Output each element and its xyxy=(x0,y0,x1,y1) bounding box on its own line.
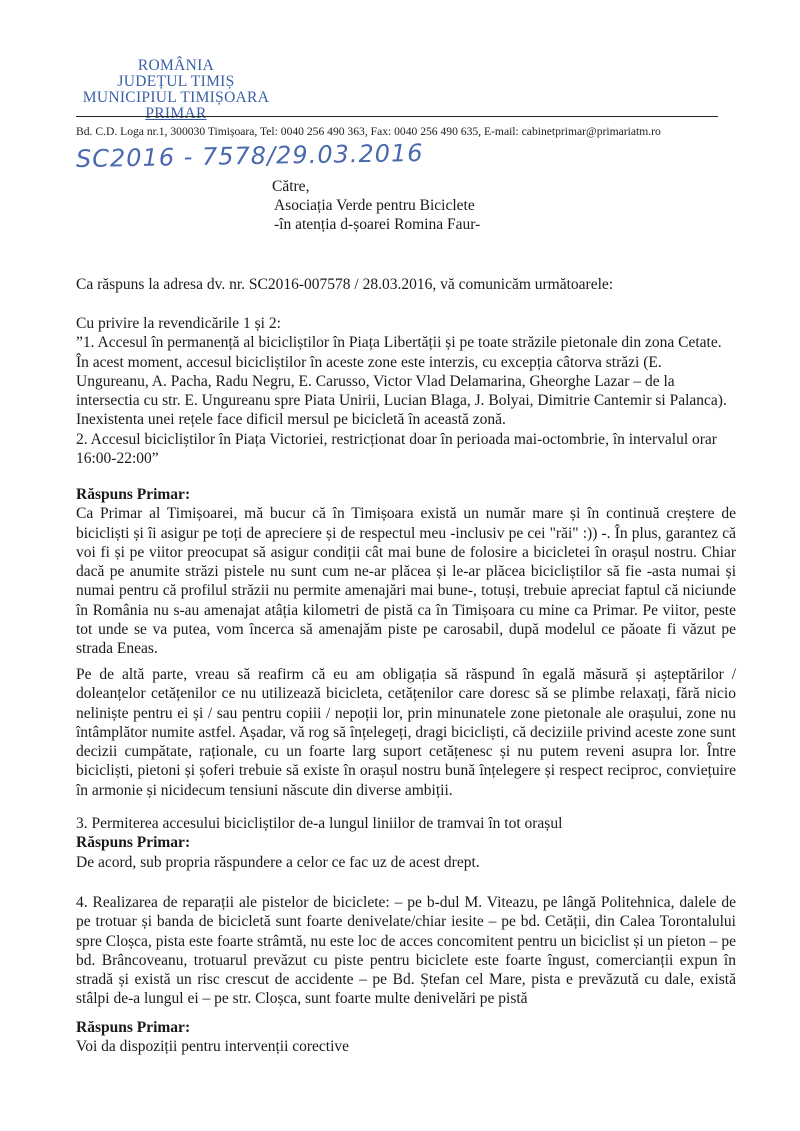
addressee-attention: -în atenția d-șoarei Romina Faur- xyxy=(274,216,481,233)
letterhead-municipality: MUNICIPIUL TIMIȘOARA xyxy=(82,89,270,106)
reply-3-label: Răspuns Primar: xyxy=(76,834,191,852)
claim-1-text: ”1. Accesul în permanență al bicicliștilor în Piața Libertății și pe toate străzile pietonale din zona Cetate. În acest moment, accesul bicicliștilor în aceste zone este interzis, cu excepția câtorva străzi (E. Ungureanu, A. Pacha, Radu Negru, E. Carusso, Victor Vlad Delamarina, Gheorghe Lazar – de la intersectia cu str. E. Ungureanu spre Piata Unirii, Lucian Blaga, J. Bolyai, Dimitrie Cantemir si Palanca). Inexistenta unei rețele face dificil mersul pe bicicletă în această zonă. xyxy=(76,334,727,429)
reply-4-text: Voi da dispoziții pentru intervenții corective xyxy=(76,1038,350,1056)
claims-heading: Cu privire la revendicările 1 și 2: xyxy=(76,315,281,332)
claim-3-section xyxy=(76,814,736,872)
claim-2-text: 2. Accesul bicicliștilor în Piața Victoriei, restricționat doar în perioada mai-octombrie, în intervalul orar 16:00-22:00” xyxy=(76,430,717,468)
letterhead-county: JUDEȚUL TIMIȘ xyxy=(117,73,235,90)
intro-paragraph: Ca răspuns la adresa dv. nr. SC2016-007578 / 28.03.2016, vă comunicăm următoarele: xyxy=(76,276,614,293)
addressee-organization: Asociația Verde pentru Biciclete xyxy=(274,197,475,214)
addressee-block xyxy=(272,177,480,234)
letterhead-country: ROMÂNIA xyxy=(137,57,215,74)
claims-1-2-section xyxy=(76,314,736,468)
header-divider xyxy=(76,116,718,117)
claim-3-text: 3. Permiterea accesului bicicliștilor de-a lungul liniilor de tramvai în tot orașul xyxy=(76,815,563,832)
handwritten-registration-number: SC2016 - 7578/29.03.2016 xyxy=(75,138,424,174)
reply-1-label: Răspuns Primar: xyxy=(76,486,191,503)
contact-line: Bd. C.D. Loga nr.1, 300030 Timișoara, Tel: 0040 256 490 363, Fax: 0040 256 490 635, E-mail: cabinetprimar@primariatm.ro xyxy=(76,125,661,138)
reply-1-section xyxy=(76,485,736,659)
reply-1-paragraph-1: Ca Primar al Timișoarei, mă bucur că în Timișoara există un număr mare și în continuă creștere de bicicliști și îi asigur pe toți de apreciere și de respectul meu -inclusiv pe cei "răi" :)) -. În plus, garantez că voi fi și pe viitor preocupat să asigur condiții cât mai bune de folosire a bicicletei în orașul nostru. Chiar dacă pe anumite străzi pistele nu sunt cum ne-ar plăcea și le-ar plăcea bicicliștilor să fie -asta numai și numai pentru că profilul străzii nu permite amenajări mai bune-, totuși, trebuie apreciat faptul că niciunde în România nu s-au amenajat atâția kilometri de pistă ca în Timișoara cu mine ca Primar. Pe viitor, peste tot unde se va putea, vom încerca să amenajăm piste pe carosabil, după modelul ce păoate fi văzut pe strada Eneas. xyxy=(76,505,736,658)
reply-3-text: De acord, sub propria răspundere a celor ce fac uz de acest drept. xyxy=(76,853,480,871)
reply-4-section xyxy=(76,1018,736,1057)
letterhead xyxy=(76,58,276,122)
letterhead-office: PRIMAR xyxy=(145,105,207,122)
reply-1-paragraph-2: Pe de altă parte, vreau să reafirm că eu am obligația să răspund în egală măsură și așteptărilor / doleanțelor cetățenilor ce nu utilizează bicicleta, cetățenilor care doresc să se plimbe relaxați, fără nicio neliniște pentru ei și / sau pentru copiii / nepoții lor, prin minunatele zone pietonale ale orașului, zone nu întâmplător numite astfel. Așadar, vă rog să înțelegeți, dragi bicicliști, că deciziile privind aceste zone sunt decizii cumpătate, raționale, cu un foarte larg suport cetățenesc și nu putem reveni asupra lor. Între bicicliști, pietoni și șoferi trebuie să existe în orașul nostru bună înțelegere și respect reciproc, conviețuire în armonie și nicidecum tensiuni născute din diverse ambiții. xyxy=(76,666,736,799)
reply-4-label: Răspuns Primar: xyxy=(76,1019,191,1036)
claim-4-text: 4. Realizarea de reparații ale pistelor de biciclete: – pe b-dul M. Viteazu, pe lângă Politehnica, dalele de pe trotuar și banda de bicicletă sunt foarte denivelate/chiar iesite – pe bd. Cetății, din Calea Torontalului spre Cloșca, pista este foarte strâmtă, nu este loc de acces concomitent pentru un biciclist și un pieton – pe bd. Brâncoveanu, trotuarul prevăzut cu piste pentru biciclete este foarte îngust, comercianții expun în stradă și există un risc crescut de accidente – pe Bd. Ștefan cel Mare, pista e prevăzută cu dale, există stâlpi de-a lungul ei – pe str. Cloșca, sunt foarte multe denivelări pe pistă xyxy=(76,894,736,1008)
addressee-to: Către, xyxy=(272,178,310,195)
